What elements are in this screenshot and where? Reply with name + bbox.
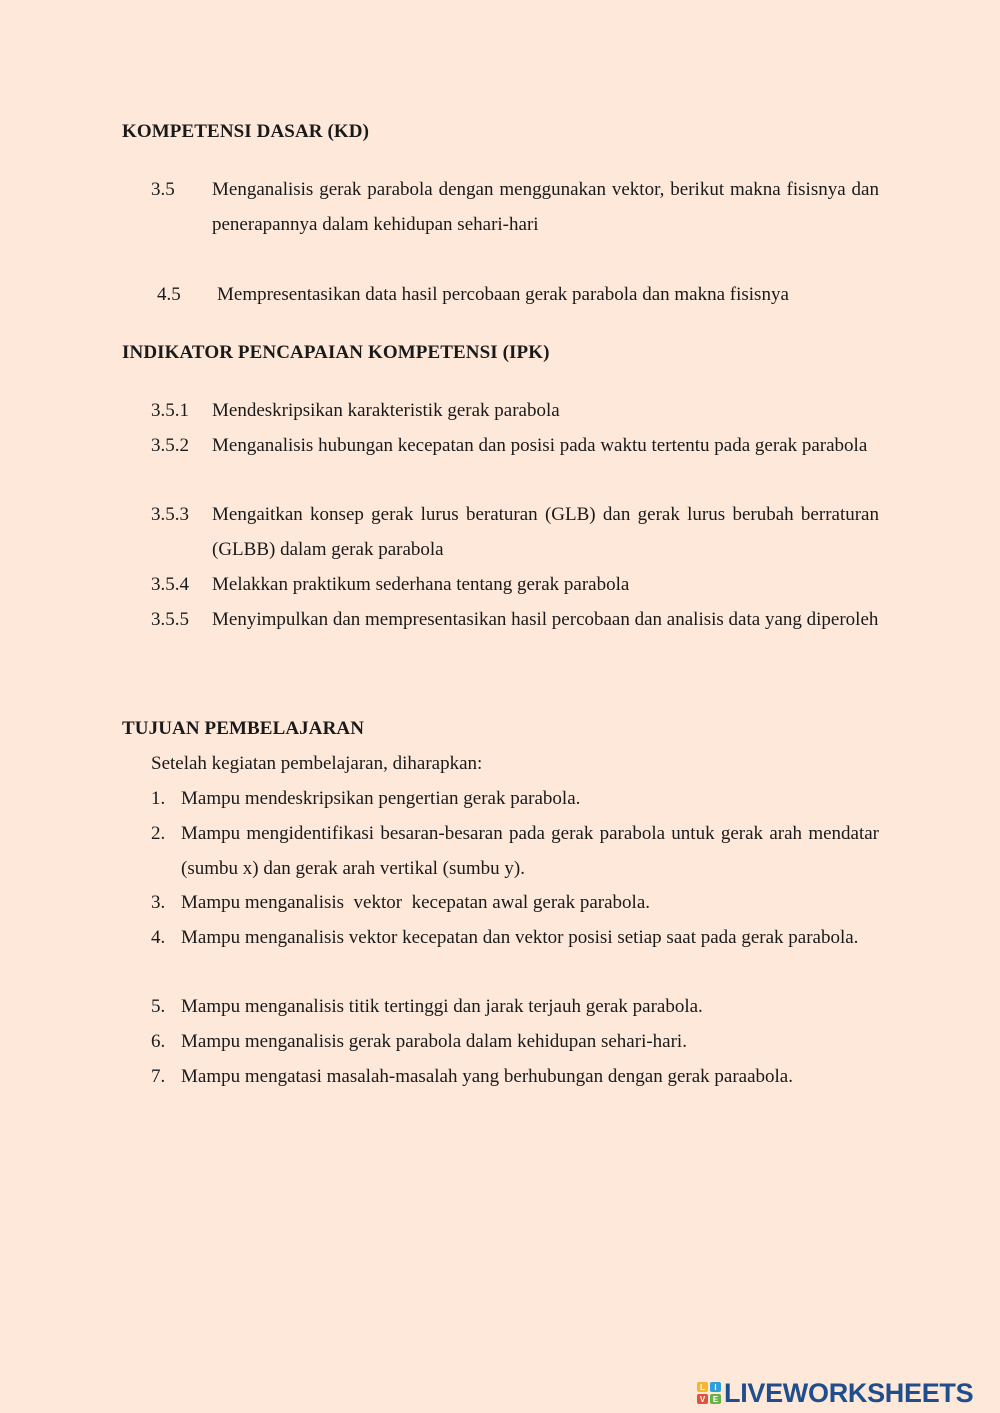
ipk-item-text: Mendeskripsikan karakteristik gerak parabola [212, 400, 560, 421]
tujuan-item [151, 1059, 881, 1095]
ipk-item [151, 393, 881, 429]
tujuan-item-number: 3. [151, 892, 166, 913]
kd-item [151, 172, 881, 244]
ipk-item-number: 3.5.4 [151, 574, 189, 595]
ipk-item [151, 497, 881, 569]
tujuan-item-number: 6. [151, 1031, 166, 1052]
tujuan-item-number: 7. [151, 1066, 166, 1087]
tujuan-item-text: Mampu menganalisis gerak parabola dalam kehidupan sehari-hari. [181, 1031, 687, 1052]
tujuan-item [151, 920, 881, 992]
tujuan-item [151, 885, 881, 921]
tujuan-item-text: Mampu menganalisis vektor kecepatan dan vektor posisi setiap saat pada gerak parabola. [181, 927, 859, 948]
tujuan-item [151, 781, 881, 817]
ipk-item-number: 3.5.3 [151, 504, 189, 525]
tujuan-item-text: Mampu menganalisis titik tertinggi dan jarak terjauh gerak parabola. [181, 996, 703, 1017]
kd-item-text: Menganalisis gerak parabola dengan menggunakan vektor, berikut makna fisisnya dan penerapannya dalam kehidupan sehari-hari [212, 179, 879, 235]
tujuan-intro: Setelah kegiatan pembelajaran, diharapkan: [151, 753, 483, 774]
tujuan-item-text: Mampu mengidentifikasi besaran-besaran pada gerak parabola untuk gerak arah mendatar (sumbu x) dan gerak arah vertikal (sumbu y). [181, 823, 879, 879]
kd-heading: KOMPETENSI DASAR (KD) [122, 121, 370, 142]
tujuan-item [151, 989, 881, 1025]
ipk-item-number: 3.5.1 [151, 400, 189, 421]
svg-text:V: V [699, 1395, 706, 1404]
ipk-item-number: 3.5.2 [151, 435, 189, 456]
ipk-item-text: Melakkan praktikum sederhana tentang gerak parabola [212, 574, 630, 595]
svg-text:I: I [714, 1383, 717, 1392]
tujuan-item-text: Mampu mengatasi masalah-masalah yang berhubungan dengan gerak paraabola. [181, 1066, 793, 1087]
tujuan-item-text: Mampu mendeskripsikan pengertian gerak parabola. [181, 788, 581, 809]
liveworksheets-logo-icon [697, 1382, 721, 1404]
tujuan-item-number: 4. [151, 927, 166, 948]
liveworksheets-logo-text: LIVEWORKSHEETS [724, 1378, 974, 1408]
tujuan-item-number: 2. [151, 823, 166, 844]
kd-item-text: Mempresentasikan data hasil percobaan gerak parabola dan makna fisisnya [217, 284, 789, 305]
tujuan-item-number: 1. [151, 788, 166, 809]
ipk-item [151, 567, 881, 603]
svg-text:L: L [700, 1383, 705, 1392]
svg-text:E: E [712, 1395, 719, 1404]
ipk-item-number: 3.5.5 [151, 609, 189, 630]
kd-item [157, 277, 881, 313]
ipk-item-text: Mengaitkan konsep gerak lurus beraturan (GLB) dan gerak lurus berubah berraturan (GLBB) dalam gerak parabola [212, 504, 879, 560]
tujuan-item-text: Mampu menganalisis vektor kecepatan awal gerak parabola. [181, 892, 651, 913]
ipk-item-text: Menganalisis hubungan kecepatan dan posisi pada waktu tertentu pada gerak parabola [212, 435, 868, 456]
ipk-item [151, 428, 881, 500]
ipk-heading: INDIKATOR PENCAPAIAN KOMPETENSI (IPK) [122, 342, 550, 363]
tujuan-heading: TUJUAN PEMBELAJARAN [122, 718, 365, 739]
ipk-item [151, 602, 881, 674]
kd-item-number: 4.5 [157, 284, 181, 305]
tujuan-item [151, 1024, 881, 1060]
ipk-item-text: Menyimpulkan dan mempresentasikan hasil percobaan dan analisis data yang diperoleh [212, 609, 879, 630]
tujuan-item-number: 5. [151, 996, 166, 1017]
tujuan-item [151, 816, 881, 888]
liveworksheets-logo[interactable] [697, 1377, 993, 1409]
kd-item-number: 3.5 [151, 179, 175, 200]
